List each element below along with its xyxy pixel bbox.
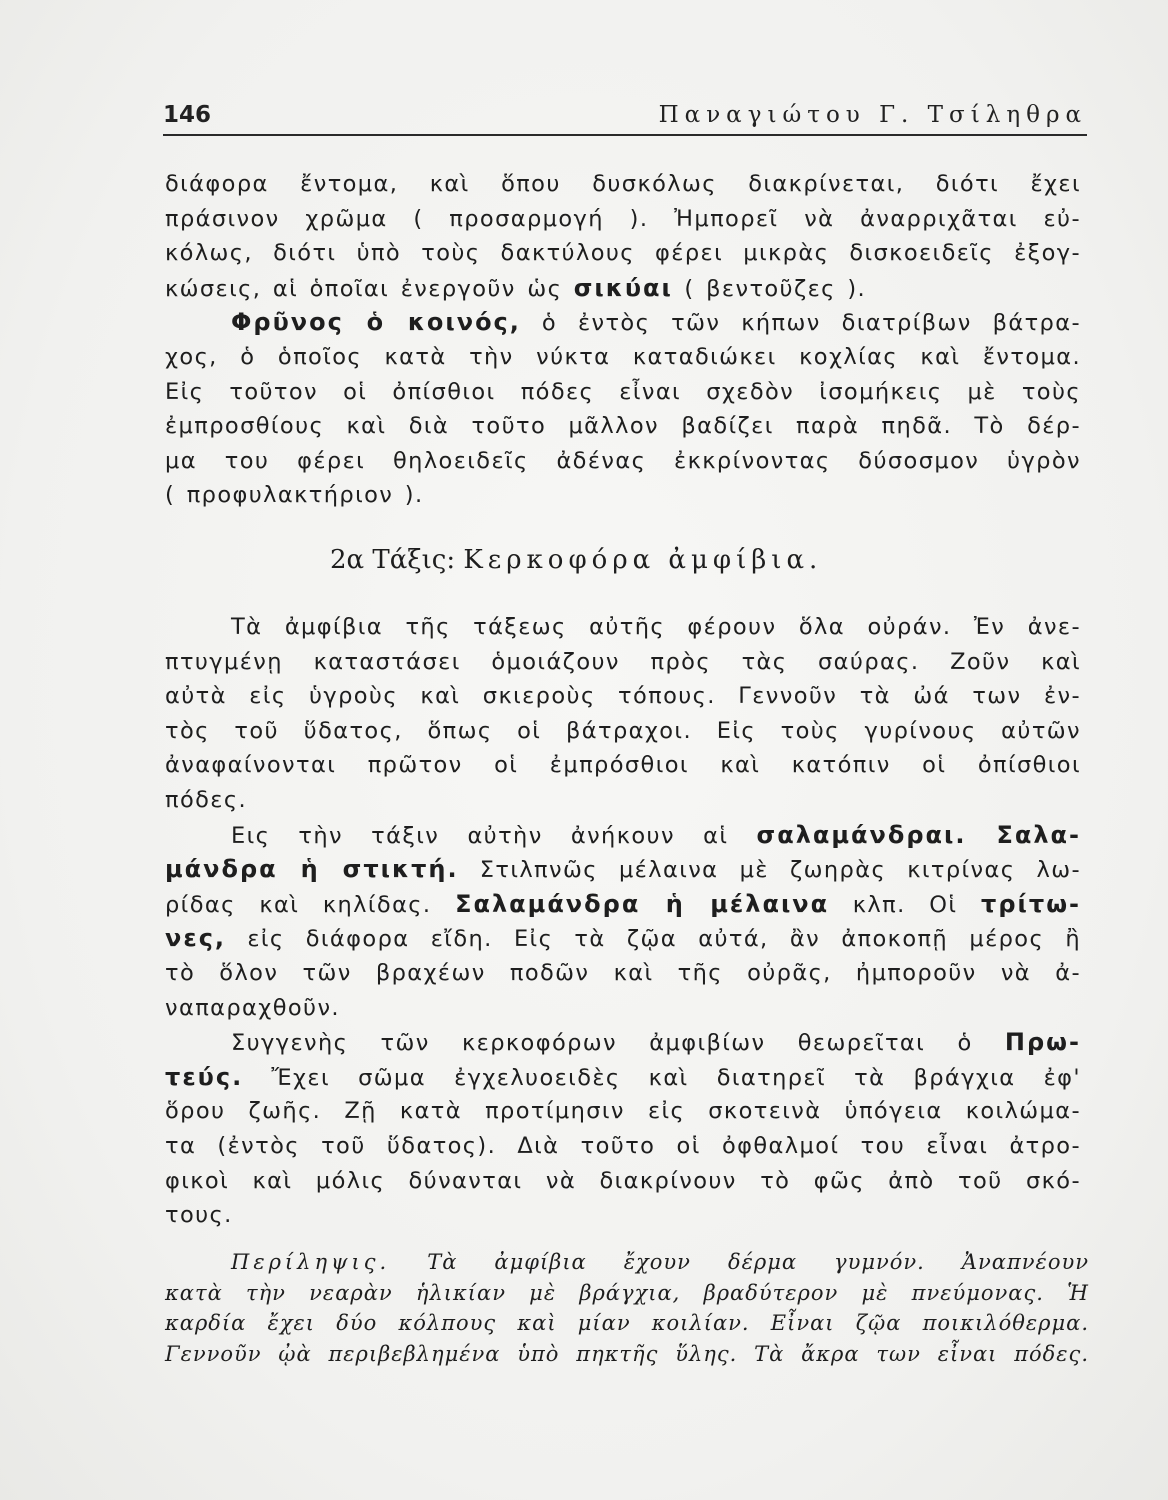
text-line: τεύς. Ἔχει σῶμα ἐγχελυοειδὲς καὶ διατηρεῖ τὰ βράγχια ἐφ' (165, 1062, 1081, 1091)
bold-term: σικύαι (573, 273, 673, 302)
text-line: κώσεις, αἱ ὁποῖαι ἐνεργοῦν ὡς σικύαι ( βεντοῦζες ). (165, 273, 867, 302)
text-line: Τὰ ἀμφίβια τῆς τάξεως αὐτῆς φέρουν ὅλα οὐράν. Ἐν ἀνε- (231, 614, 1081, 640)
text-line: Συγγενὴς τῶν κερκοφόρων ἀμφιβίων θεωρεῖται ὁ Πρω- (231, 1028, 1081, 1057)
text-line: Εις τὴν τάξιν αὐτὴν ἀνήκουν αἱ σαλαμάνδραι. Σαλα- (231, 820, 1081, 849)
text-line: τὸς τοῦ ὕδατος, ὅπως οἱ βάτραχοι. Εἰς τοὺς γυρίνους αὐτῶν (165, 717, 1081, 744)
paragraph-block-frog (165, 167, 1081, 513)
text-line: ναπαραχθοῦν. (165, 994, 340, 1021)
summary-line: καρδία ἔχει δύο κόλπους καὶ μίαν κοιλίαν. Εἶναι ζῷα ποικιλόθερμα. (165, 1311, 1089, 1335)
bold-term: τεύς. (165, 1062, 244, 1091)
bold-term: νες, (165, 924, 227, 953)
bold-term: Φρῦνος ὁ κοινός, (231, 308, 521, 337)
text-line: πόδες. (165, 786, 247, 813)
text-line: τα (ἐντὸς τοῦ ὕδατος). Διὰ τοῦτο οἱ ὀφθαλμοί του εἶναι ἀτρο- (165, 1132, 1081, 1159)
text-line: πτυγμένῃ καταστάσει ὁμοιάζουν πρὸς τὰς σαύρας. Ζοῦν καὶ (165, 648, 1081, 675)
text-line: τους. (165, 1202, 233, 1229)
text-line: μα του φέρει θηλοειδεῖς ἀδένας ἐκκρίνοντας δύσοσμον ὑγρὸν (165, 447, 1081, 474)
text-line: τὸ ὅλον τῶν βραχέων ποδῶν καὶ τῆς οὐρᾶς, ἠμποροῦν νὰ ἀ- (165, 959, 1081, 986)
text-line: χος, ὁ ὁποῖος κατὰ τὴν νύκτα καταδιώκει κοχλίας καὶ ἔντομα. (165, 343, 1081, 370)
text-line: Φρῦνος ὁ κοινός, ὁ ἐντὸς τῶν κήπων διατρίβων βάτρα- (231, 308, 1081, 337)
summary-line: Περίληψις. Τὰ ἀμφίβια ἔχουν δέρμα γυμνόν. Ἀναπνέουν (231, 1250, 1089, 1274)
bold-term: Σαλαμάνδρα ἡ μέλαινα (455, 889, 830, 918)
text-line: αὐτὰ εἰς ὑγροὺς καὶ σκιεροὺς τόπους. Γεννοῦν τὰ ὠά των ἐν- (165, 683, 1081, 710)
section-heading-prefix: 2α Τάξις: (330, 545, 456, 575)
text-line: ( προφυλακτήριον ). (165, 482, 424, 509)
text-line: πράσινον χρῶμα ( προσαρμογή ). Ἠμπορεῖ νὰ ἀναρριχᾶται εὐ- (165, 205, 1081, 232)
bold-term: σαλαμάνδραι. Σαλα- (756, 820, 1081, 849)
bold-term: μάνδρα ἡ στικτή. (165, 855, 459, 884)
text-line: διάφορα ἔντομα, καὶ ὅπου δυσκόλως διακρίνεται, διότι ἔχει (165, 171, 1081, 197)
text-line: ὅρου ζωῆς. Ζῇ κατὰ προτίμησιν εἰς σκοτεινὰ ὑπόγεια κοιλώμα- (165, 1098, 1081, 1125)
summary-line: κατὰ τὴν νεαρὰν ἡλικίαν μὲ βράγχια, βραδύτερον μὲ πνεύμονας. Ἡ (165, 1280, 1089, 1305)
text-line: φικοὶ καὶ μόλις δύνανται νὰ διακρίνουν τὸ φῶς ἀπὸ τοῦ σκό- (165, 1167, 1081, 1194)
text-line: ἐμπροσθίους καὶ διὰ τοῦτο μᾶλλον βαδίζει παρὰ πηδᾶ. Τὸ δέρ- (165, 413, 1081, 440)
section-heading (330, 545, 822, 575)
section-heading-name: Κερκοφόρα ἀμφίβια. (463, 545, 823, 575)
paragraph-block-tailed-amphibians (165, 610, 1081, 1233)
summary-label: Περίληψις. (231, 1250, 391, 1274)
page-header (163, 98, 1087, 136)
bold-term: τρίτω- (981, 889, 1082, 918)
text-line: κόλως, διότι ὑπὸ τοὺς δακτύλους φέρει μικρὰς δισκοειδεῖς ἐξογ- (165, 240, 1081, 267)
summary-paragraph (165, 1247, 1089, 1369)
text-line: Εἰς τοῦτον οἱ ὀπίσθιοι πόδες εἶναι σχεδὸν ἰσομήκεις μὲ τοὺς (165, 378, 1081, 405)
bold-term: Πρω- (1004, 1028, 1081, 1057)
text-line: νες, εἰς διάφορα εἴδη. Εἰς τὰ ζῷα αὐτά, ἂν ἀποκοπῇ μέρος ἢ (165, 924, 1081, 953)
summary-line: Γεννοῦν ᾠὰ περιβεβλημένα ὑπὸ πηκτῆς ὕλης. Τὰ ἄκρα των εἶναι πόδες. (165, 1341, 1089, 1366)
text-line: ρίδας καὶ κηλίδας. Σαλαμάνδρα ἡ μέλαινα κλπ. Οἱ τρίτω- (165, 889, 1082, 918)
page-number: 146 (163, 102, 212, 128)
text-line: ἀναφαίνονται πρῶτον οἱ ἐμπρόσθιοι καὶ κατόπιν οἱ ὀπίσθιοι (165, 752, 1081, 779)
text-line: μάνδρα ἡ στικτή. Στιλπνῶς μέλαινα μὲ ζωηρὰς κιτρίνας λω- (165, 855, 1081, 884)
running-head: Παναγιώτου Γ. Τσίληθρα (658, 102, 1087, 128)
